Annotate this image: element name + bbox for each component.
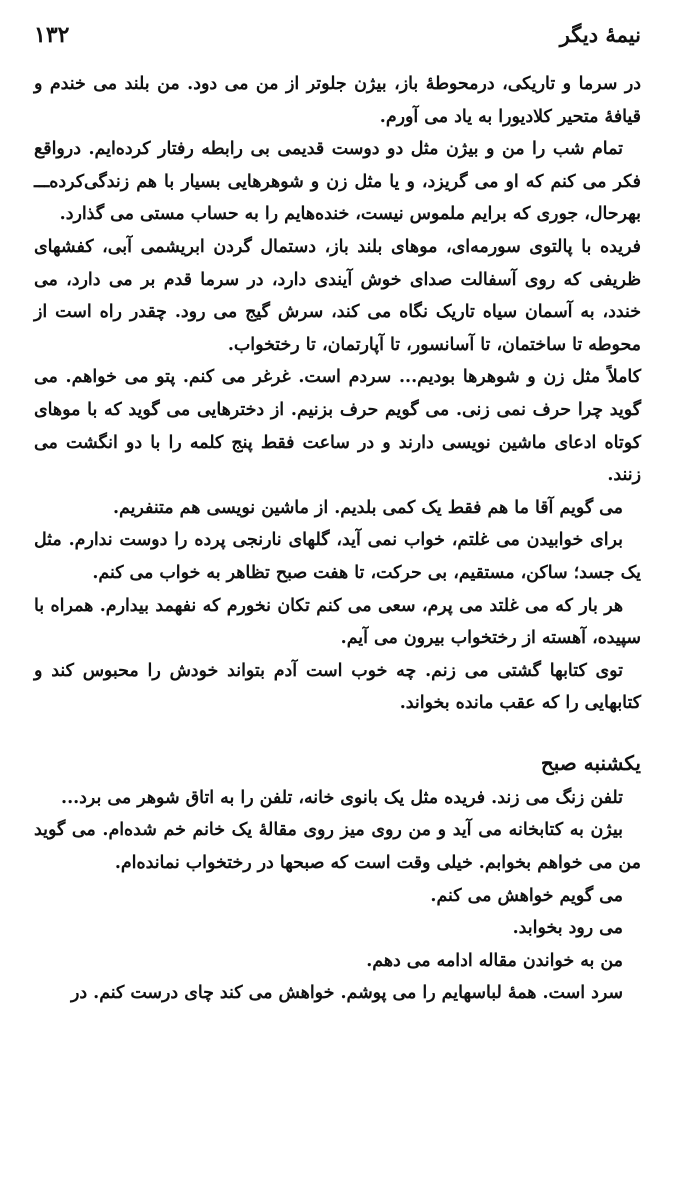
running-title: نیمهٔ دیگر bbox=[559, 22, 641, 47]
paragraph: فریده با پالتوی سورمه‌ای، موهای بلند باز، دستمال گردن ابریشمی آبی، کفشهای ظریفی که روی آسفالت صدای خوش آیندی دارد، در سرما قدم بر می دارد، می خندد، به آسمان سیاه تاریک نگاه می کند، سرش گیج می رود. چقدر راه است از محوطه تا ساختمان، تا آسانسور، تا آپارتمان، تا رختخواب. bbox=[34, 236, 641, 355]
paragraph: تلفن زنگ می زند. فریده مثل یک بانوی خانه، تلفن را به اتاق شوهر می برد... bbox=[61, 787, 623, 808]
paragraph: توی کتابها گشتی می زنم. چه خوب است آدم بتواند خودش را محبوس کند و کتابهایی را که عقب مانده بخواند. bbox=[34, 660, 641, 714]
paragraph: هر بار که می غلتد می پرم، سعی می کنم تکان نخورم که نفهمد بیدارم. همراه با سپیده، آهسته از رختخواب بیرون می آیم. bbox=[34, 595, 641, 649]
paragraph: می گویم آقا ما هم فقط یک کمی بلدیم. از ماشین نویسی هم متنفریم. bbox=[112, 497, 623, 518]
paragraph: سرد است. همهٔ لباسهایم را می پوشم. خواهش می کند چای درست کنم. در bbox=[70, 983, 623, 1004]
paragraph: می رود بخوابد. bbox=[512, 918, 623, 939]
section-heading: یکشنبه صبح bbox=[540, 750, 641, 775]
running-head bbox=[34, 22, 641, 68]
paragraph: می گویم خواهش می کنم. bbox=[430, 885, 623, 906]
paragraph: تمام شب را من و بیژن مثل دو دوست قدیمی بی رابطه رفتار کرده‌ایم. درواقع فکر می کنم که او می گریزد، و یا مثل زن و شوهرهایی بسیار با هم زندگی‌کرده‌ـــ بهرحال، جوری که برایم ملموس نیست، خنده‌هایم را به حساب مستی می گذارد. bbox=[34, 139, 641, 225]
paragraph: بیژن به کتابخانه می آید و من روی میز روی مقالهٔ یک خانم خم شده‌ام. می گوید من می خواهم بخوابم. خیلی وقت است که صبحها در رختخواب نمانده‌ام. bbox=[34, 820, 641, 874]
paragraph: برای خوابیدن می غلتم، خواب نمی آید، گلهای نارنجی پرده را دوست ندارم. مثل یک جسد؛ ساکن، مستقیم، بی حرکت، تا هفت صبح تظاهر به خواب می کنم. bbox=[34, 530, 641, 583]
body-text bbox=[34, 68, 641, 1010]
paragraph: من به خواندن مقاله ادامه می دهم. bbox=[366, 950, 623, 971]
paragraph: کاملاً مثل زن و شوهرها بودیم... سردم است. غرغر می کنم. پتو می خواهم. می گوید چرا حرف نمی زنی. می گویم حرف بزنیم. از دخترهایی می گوید که با موهای کوتاه ادعای ماشین نویسی دارند و در ساعت فقط پنج کلمه را با دو انگشت می زنند. bbox=[34, 367, 641, 486]
page-number: ۱۳۲ bbox=[34, 22, 70, 48]
paragraph: در سرما و تاریکی، درمحوطهٔ باز، بیژن جلوتر از من می دود. من بلند می خندم و قیافهٔ متحیر کلادیورا به یاد می آورم. bbox=[34, 74, 641, 127]
